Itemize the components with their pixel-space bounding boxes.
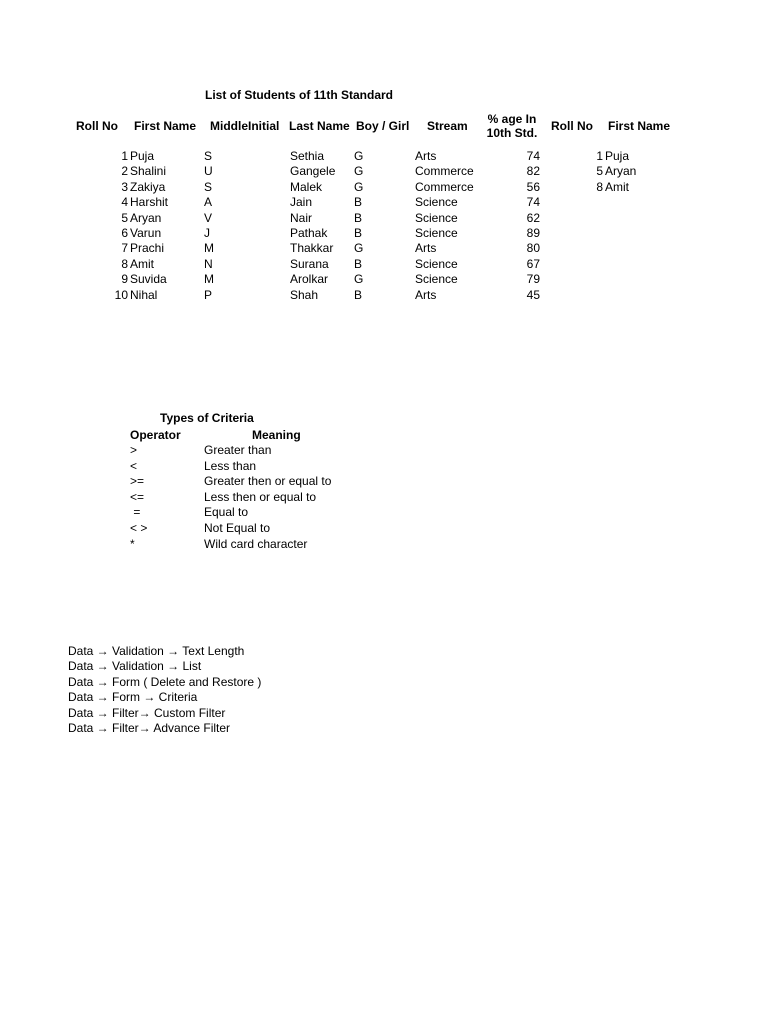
cell-last-name: Shah xyxy=(290,288,319,302)
cell-first-name: Harshit xyxy=(130,195,169,209)
cell-last-name: Nair xyxy=(290,211,313,225)
menu-path-item: Data → Validation → Text Length xyxy=(68,644,245,658)
cell-last-name: Jain xyxy=(290,195,313,209)
cell-operator: < xyxy=(130,459,138,473)
cell-first-name: Nihal xyxy=(130,288,158,302)
cell-roll-no-2: 8 xyxy=(596,180,603,194)
cell-stream: Arts xyxy=(415,288,437,302)
cell-percentage: 82 xyxy=(526,164,540,178)
header-operator: Operator xyxy=(130,428,181,442)
menu-path-item: Data → Filter→ Custom Filter xyxy=(68,706,226,720)
cell-first-name: Puja xyxy=(130,149,155,163)
header-stream: Stream xyxy=(427,119,468,133)
cell-meaning: Less then or equal to xyxy=(204,490,317,504)
cell-roll-no-2: 5 xyxy=(596,164,603,178)
header-first-name: First Name xyxy=(134,119,197,133)
cell-operator: = xyxy=(130,505,141,519)
cell-gender: B xyxy=(354,211,363,225)
cell-first-name-2: Puja xyxy=(605,149,630,163)
cell-gender: B xyxy=(354,195,363,209)
cell-roll-no: 3 xyxy=(121,180,128,194)
cell-meaning: Greater than xyxy=(204,443,272,457)
cell-roll-no: 10 xyxy=(114,288,128,302)
header-last-name: Last Name xyxy=(289,119,350,133)
cell-operator: <= xyxy=(130,490,145,504)
cell-gender: G xyxy=(354,180,364,194)
cell-first-name-2: Aryan xyxy=(605,164,637,178)
cell-middle-initial: A xyxy=(204,195,213,209)
cell-gender: G xyxy=(354,272,364,286)
criteria-table-title: Types of Criteria xyxy=(160,411,254,425)
cell-gender: G xyxy=(354,241,364,255)
cell-operator: < > xyxy=(130,521,148,535)
cell-middle-initial: U xyxy=(204,164,213,178)
header-gender: Boy / Girl xyxy=(356,119,410,133)
menu-path-item: Data → Form → Criteria xyxy=(68,690,198,704)
cell-last-name: Arolkar xyxy=(290,272,329,286)
cell-stream: Science xyxy=(415,257,458,271)
cell-percentage: 62 xyxy=(526,211,540,225)
cell-middle-initial: S xyxy=(204,180,213,194)
cell-gender: G xyxy=(354,149,364,163)
cell-gender: B xyxy=(354,226,363,240)
cell-percentage: 89 xyxy=(526,226,540,240)
cell-first-name: Zakiya xyxy=(130,180,166,194)
cell-first-name: Suvida xyxy=(130,272,167,286)
cell-stream: Science xyxy=(415,272,458,286)
cell-stream: Commerce xyxy=(415,164,474,178)
cell-first-name: Prachi xyxy=(130,241,165,255)
header-percentage-line1: % age In xyxy=(487,112,537,126)
cell-last-name: Thakkar xyxy=(290,241,334,255)
cell-meaning: Less than xyxy=(204,459,257,473)
cell-middle-initial: V xyxy=(204,211,213,225)
cell-roll-no: 2 xyxy=(121,164,128,178)
cell-stream: Science xyxy=(415,211,458,225)
cell-meaning: Not Equal to xyxy=(204,521,271,535)
cell-roll-no-2: 1 xyxy=(596,149,603,163)
cell-meaning: Wild card character xyxy=(204,537,308,551)
cell-gender: B xyxy=(354,257,363,271)
cell-first-name-2: Amit xyxy=(605,180,629,194)
cell-gender: B xyxy=(354,288,363,302)
cell-percentage: 79 xyxy=(526,272,540,286)
menu-path-item: Data → Form ( Delete and Restore ) xyxy=(68,675,262,689)
header-percentage-line2: 10th Std. xyxy=(486,126,538,140)
cell-percentage: 67 xyxy=(526,257,540,271)
cell-stream: Commerce xyxy=(415,180,474,194)
cell-middle-initial: P xyxy=(204,288,213,302)
cell-first-name: Amit xyxy=(130,257,154,271)
cell-middle-initial: S xyxy=(204,149,213,163)
cell-last-name: Sethia xyxy=(290,149,325,163)
cell-gender: G xyxy=(354,164,364,178)
cell-operator: >= xyxy=(130,474,145,488)
cell-percentage: 80 xyxy=(526,241,540,255)
cell-stream: Arts xyxy=(415,149,437,163)
cell-roll-no: 4 xyxy=(121,195,128,209)
cell-stream: Arts xyxy=(415,241,437,255)
cell-operator: * xyxy=(130,537,135,551)
cell-roll-no: 9 xyxy=(121,272,128,286)
cell-middle-initial: M xyxy=(204,272,214,286)
header-middle-initial: MiddleInitial xyxy=(210,119,280,133)
cell-percentage: 56 xyxy=(526,180,540,194)
cell-roll-no: 7 xyxy=(121,241,128,255)
cell-first-name: Aryan xyxy=(130,211,162,225)
cell-meaning: Equal to xyxy=(204,505,249,519)
header-roll-no-2: Roll No xyxy=(551,119,593,133)
cell-stream: Science xyxy=(415,195,458,209)
students-table-title: List of Students of 11th Standard xyxy=(205,88,394,102)
cell-last-name: Surana xyxy=(290,257,329,271)
header-percentage xyxy=(482,112,542,140)
cell-last-name: Malek xyxy=(290,180,323,194)
cell-operator: > xyxy=(130,443,138,457)
cell-roll-no: 1 xyxy=(121,149,128,163)
cell-stream: Science xyxy=(415,226,458,240)
cell-percentage: 45 xyxy=(526,288,540,302)
cell-first-name: Varun xyxy=(130,226,162,240)
cell-meaning: Greater then or equal to xyxy=(204,474,332,488)
header-first-name-2: First Name xyxy=(608,119,671,133)
header-roll-no: Roll No xyxy=(76,119,118,133)
cell-first-name: Shalini xyxy=(130,164,167,178)
cell-roll-no: 5 xyxy=(121,211,128,225)
cell-middle-initial: N xyxy=(204,257,213,271)
cell-percentage: 74 xyxy=(526,195,540,209)
menu-path-item: Data → Filter→ Advance Filter xyxy=(68,721,231,735)
cell-middle-initial: M xyxy=(204,241,214,255)
menu-path-item: Data → Validation → List xyxy=(68,659,202,673)
cell-last-name: Pathak xyxy=(290,226,328,240)
header-meaning: Meaning xyxy=(252,428,301,442)
cell-percentage: 74 xyxy=(526,149,540,163)
cell-middle-initial: J xyxy=(204,226,210,240)
cell-last-name: Gangele xyxy=(290,164,336,178)
cell-roll-no: 6 xyxy=(121,226,128,240)
cell-roll-no: 8 xyxy=(121,257,128,271)
